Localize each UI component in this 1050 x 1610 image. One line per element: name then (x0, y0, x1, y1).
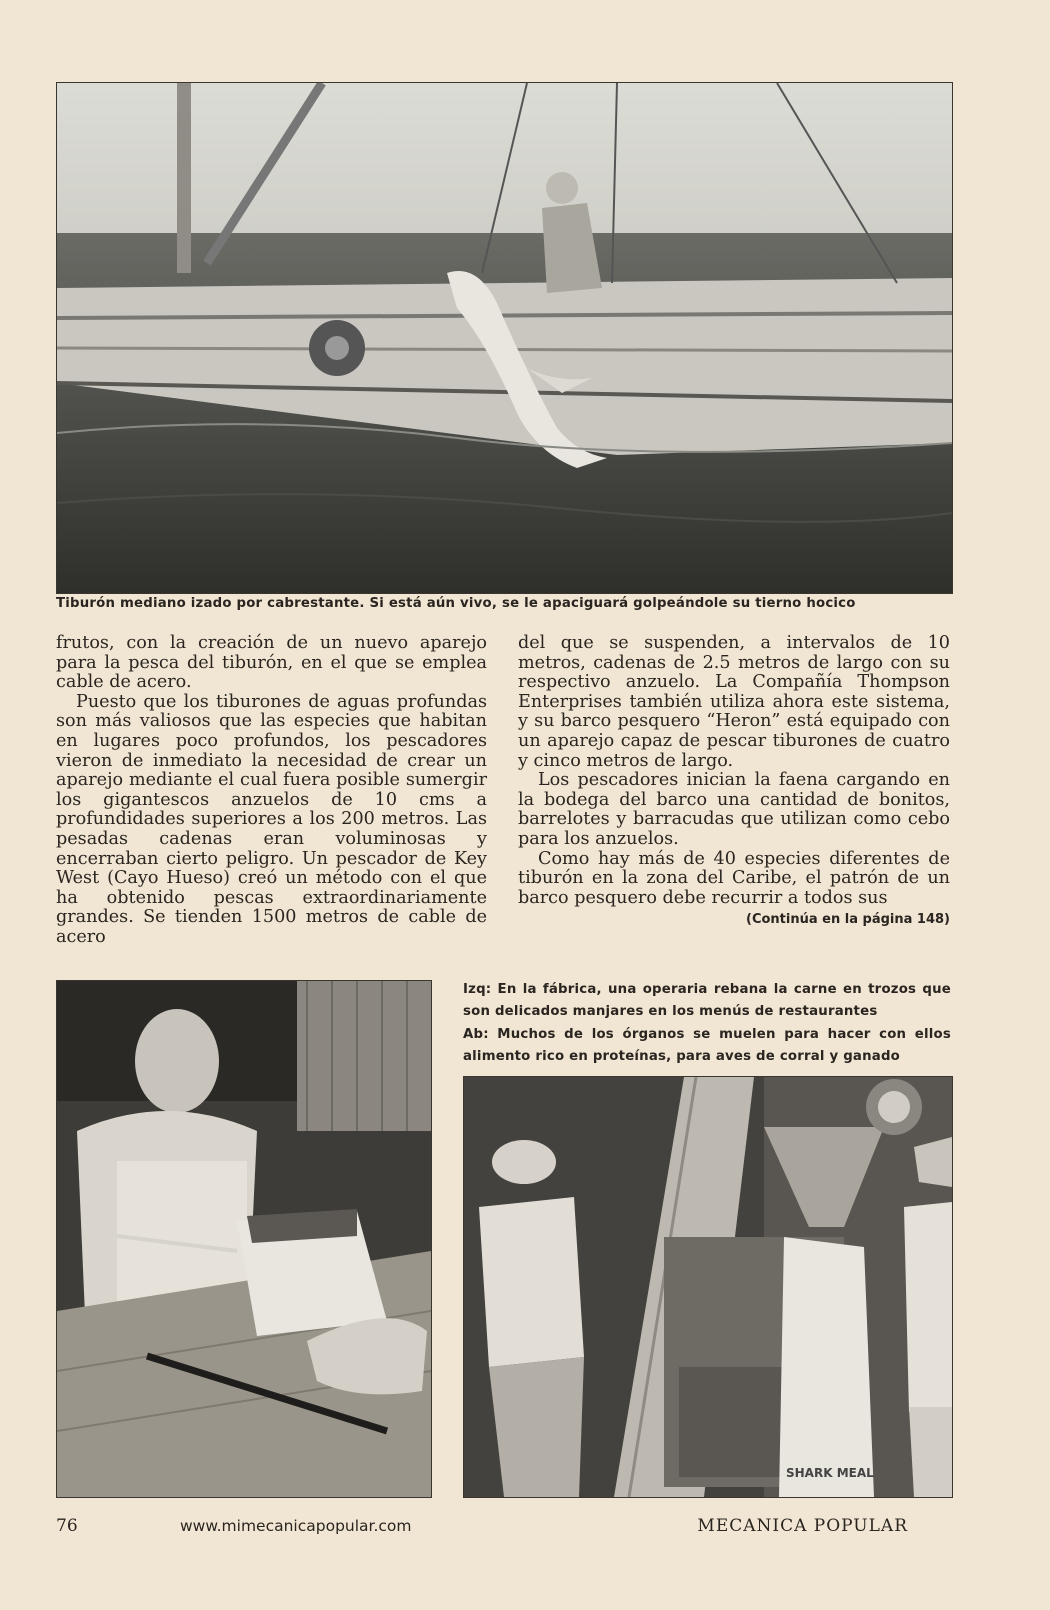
article-column-left (56, 634, 487, 948)
website-url: www.mimecanicapopular.com (180, 1517, 412, 1535)
grinding-machine-photo (463, 1076, 953, 1498)
left-photo-caption: Izq: En la fábrica, una operaria rebana la carne en trozos que son delicados manjares en los menús de restaurantes (463, 982, 951, 1019)
sack-label: SHARK MEAL (786, 1466, 874, 1480)
page-number: 76 (56, 1516, 78, 1536)
continued-note: (Continúa en la página 148) (746, 912, 950, 928)
magazine-name: MECANICA POPULAR (697, 1516, 908, 1536)
top-photo-caption: Tiburón mediano izado por cabrestante. Si está aún vivo, se le apaciguará golpeándole su tierno hocico (56, 596, 856, 611)
article-column-right (518, 634, 950, 930)
paragraph: Los pescadores inician la faena cargando en la bodega del barco una cantidad de bonitos, barrelotes y barracudas que utilizan como cebo para los anzuelos. (518, 770, 950, 849)
woman-slicing-photo (56, 980, 432, 1498)
paragraph: Como hay más de 40 especies diferentes de tiburón en la zona del Caribe, el patrón de un barco pesquero debe recurrir a todos sus (518, 848, 950, 908)
shark-boat-photo (56, 82, 953, 594)
paragraph: frutos, con la creación de un nuevo aparejo para la pesca del tiburón, en el que se emplea cable de acero. (56, 633, 487, 693)
below-photo-caption: Ab: Muchos de los órganos se muelen para hacer con ellos alimento rico en proteínas, para aves de corral y ganado (463, 1027, 951, 1064)
paragraph: del que se suspenden, a intervalos de 10 metros, cadenas de 2.5 metros de largo con su respectivo anzuelo. La Compañía Thompson Enterprises también utiliza ahora este sistema, y su barco pesquero “Heron” está equipado con un aparejo capaz de pescar tiburones de cuatro y cinco metros de largo. (518, 633, 950, 771)
paragraph: Puesto que los tiburones de aguas profundas son más valiosos que las especies que habitan en lugares poco profundos, los pescadores vieron de inmediato la necesidad de crear un aparejo mediante el cual fuera posible sumergir los gigantescos anzuelos de 10 cms a profundidades superiores a los 200 metros. Las pesadas cadenas eran voluminosas y encerraban cierto peligro. Un pescador de Key West (Cayo Hueso) creó un método con el que ha obtenido pescas extraordinariamente grandes. Se tienden 1500 metros de cable de acero (56, 691, 487, 947)
